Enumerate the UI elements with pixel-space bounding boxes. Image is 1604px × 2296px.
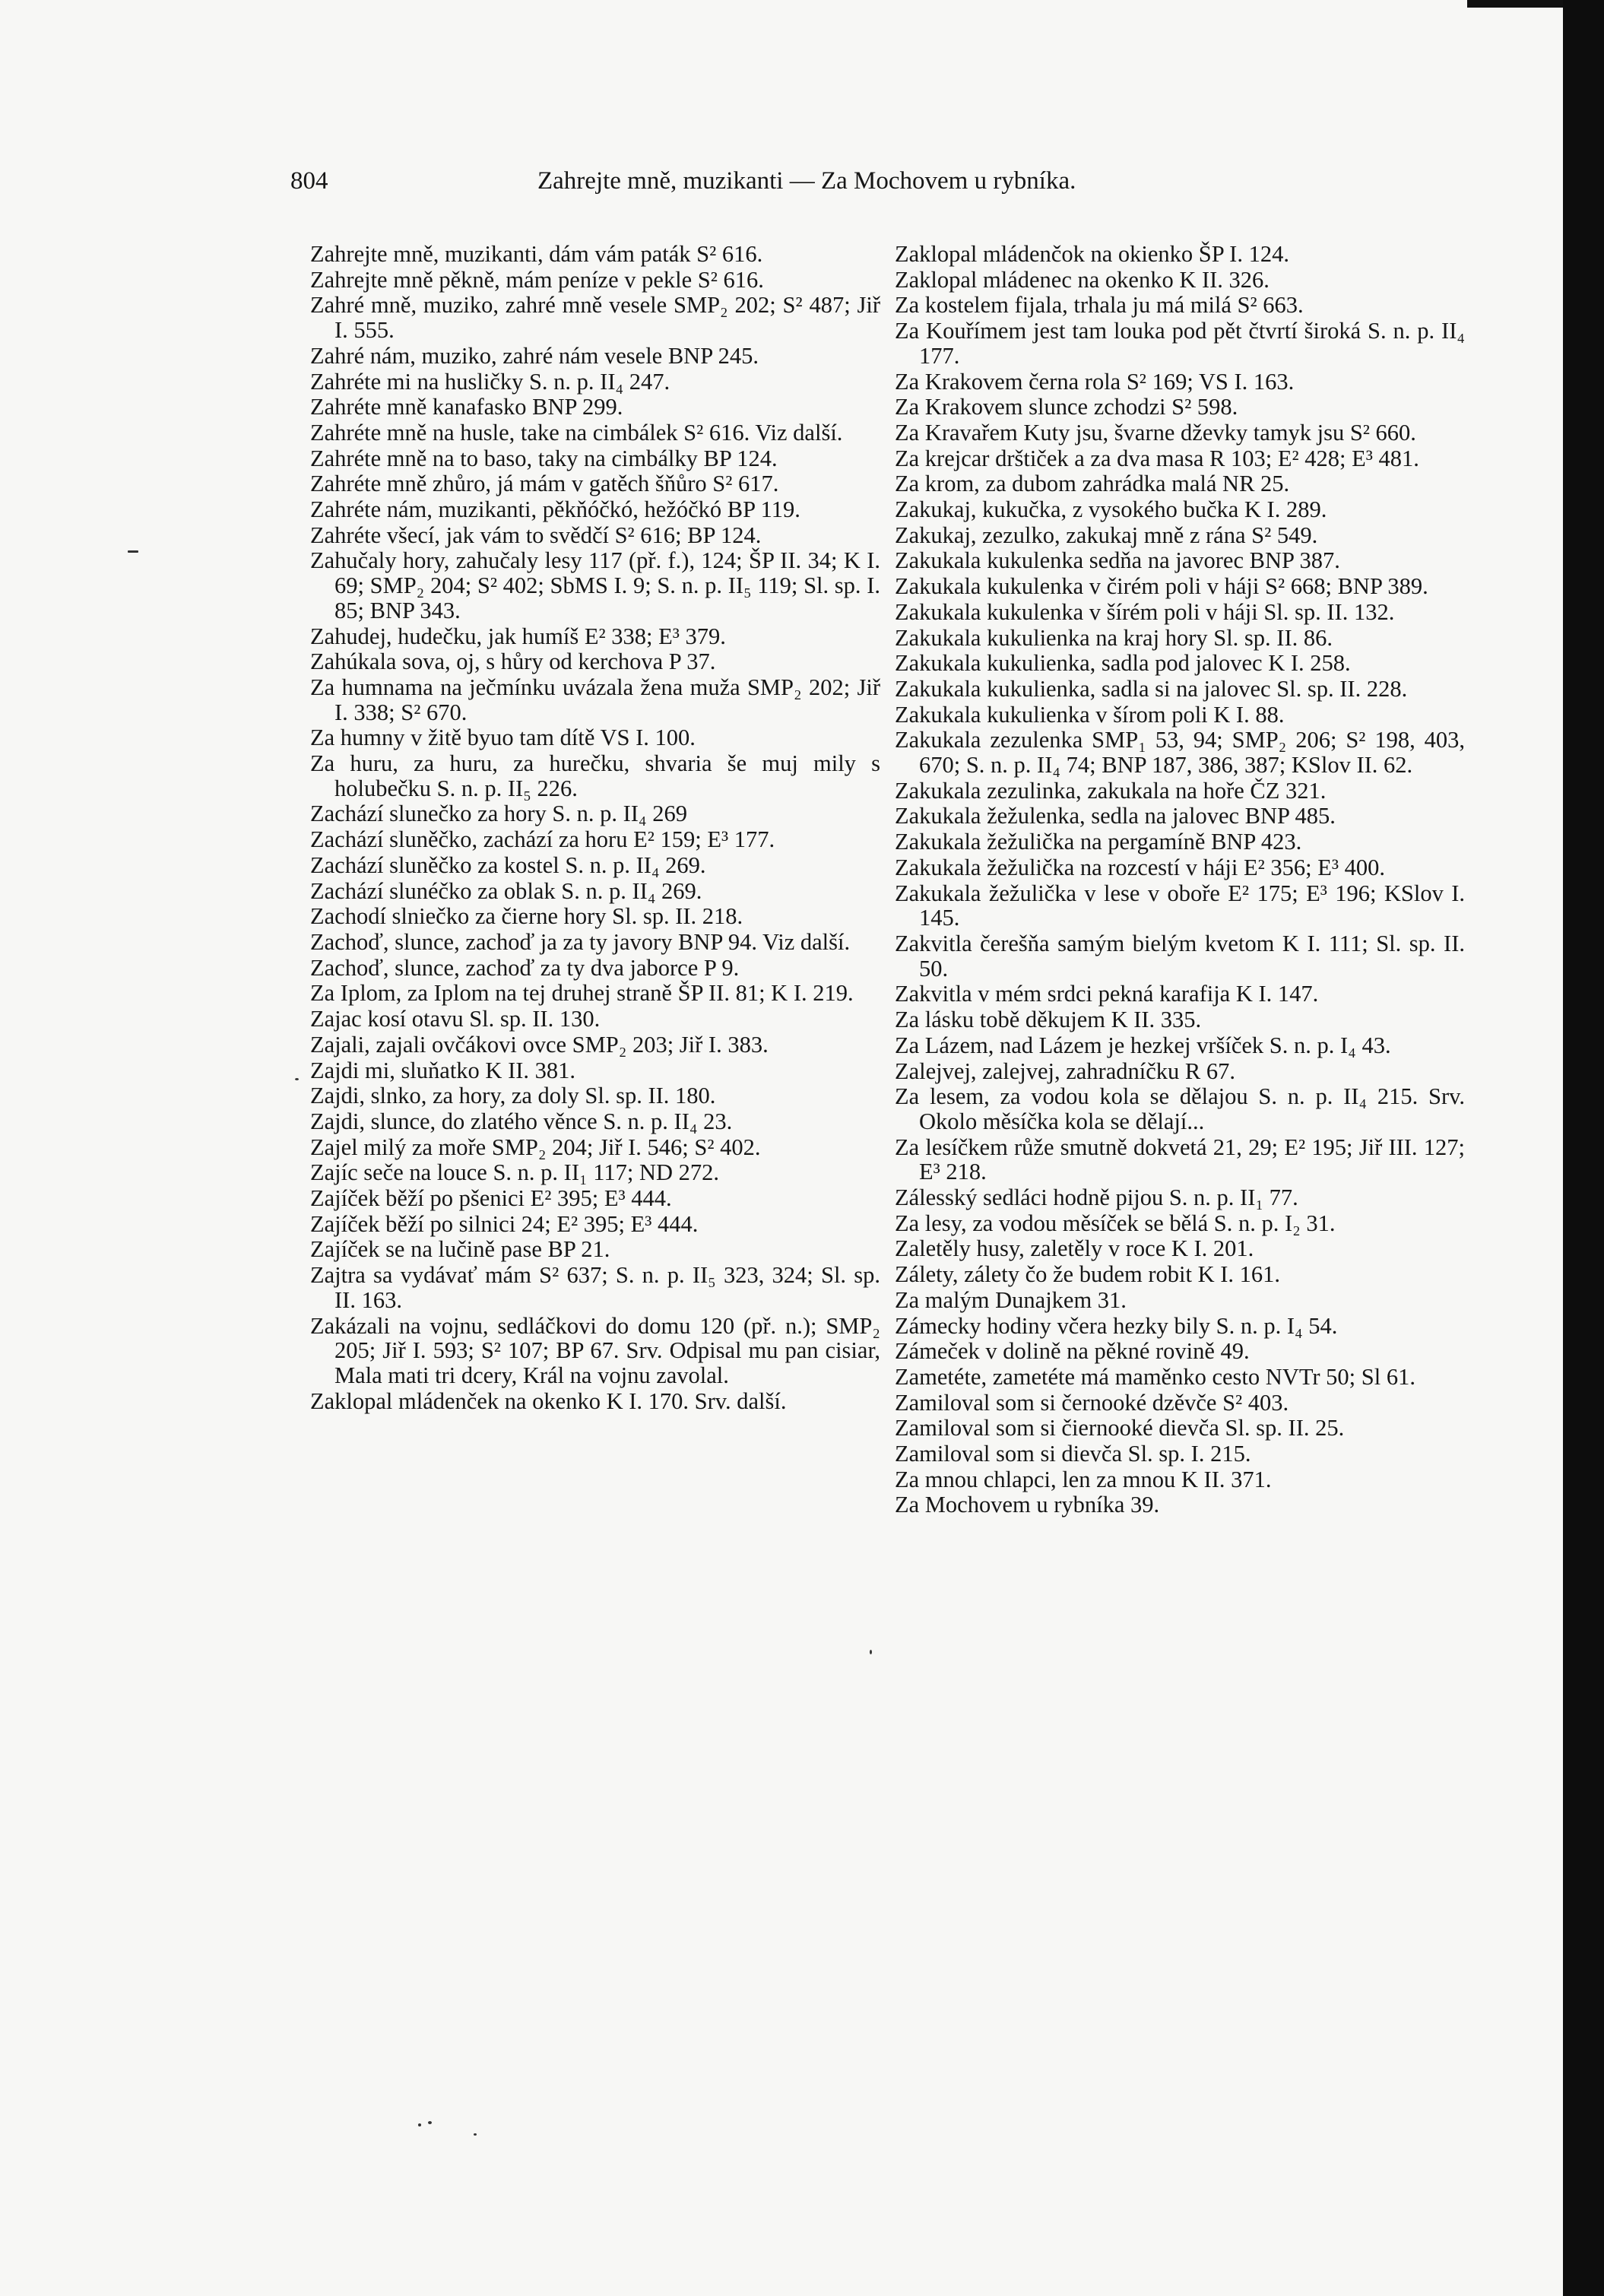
index-entry: Zahréte mi na husličky S. n. p. II₄ 247. bbox=[310, 368, 670, 395]
index-entry: Zachoď, slunce, zachoď za ty dva jaborce P 9. bbox=[310, 954, 740, 981]
index-entry: Za krom, za dubom zahrádka malá NR 25. bbox=[895, 471, 1290, 497]
running-head bbox=[290, 164, 1461, 198]
index-entry: Za Lázem, nad Lázem je hezkej vršíček S. n. p. I₄ 43. bbox=[895, 1032, 1391, 1058]
index-entry: Zahréte mně na husle, take na cimbálek S² 616. Viz další. bbox=[310, 419, 843, 446]
index-entry: Zahré mně, muziko, zahré mně vesele SMP₂ 202; S² 487; Jiř I. 555. bbox=[310, 292, 880, 344]
index-entry: Za malým Dunajkem 31. bbox=[895, 1286, 1127, 1313]
margin-mark bbox=[418, 2123, 421, 2126]
margin-mark bbox=[128, 550, 138, 553]
index-entry: Zajíček běží po silnici 24; E² 395; E³ 444. bbox=[310, 1210, 699, 1237]
index-entry: Zahréte mně kanafasko BNP 299. bbox=[310, 394, 623, 420]
index-entry: Zajíc seče na louce S. n. p. II₁ 117; ND 272. bbox=[310, 1159, 720, 1186]
index-entry: Zakukala žežulička na pergamíně BNP 423. bbox=[895, 829, 1302, 855]
index-entry: Za humny v žitě byuo tam dítě VS I. 100. bbox=[310, 725, 696, 751]
index-entry: Zakukala žežulička v lese v oboře E² 175; E³ 196; KSlov I. 145. bbox=[895, 880, 1465, 931]
index-entry: Zahréte mně zhůro, já mám v gatěch šňůro S² 617. bbox=[310, 471, 779, 497]
margin-mark bbox=[428, 2121, 432, 2124]
index-entry: Zakukala žežulička na rozcestí v háji E² 356; E³ 400. bbox=[895, 854, 1385, 880]
index-entry: Zálesský sedláci hodně pijou S. n. p. II₁ 77. bbox=[895, 1184, 1298, 1211]
index-entry: Zakvitla čerešňa samým bielým kvetom K I. 111; Sl. sp. II. 50. bbox=[895, 930, 1465, 982]
top-edge-strip bbox=[1467, 0, 1563, 8]
index-entry: Zakukaj, kukučka, z vysokého bučka K I. 289. bbox=[895, 496, 1327, 523]
index-entry: Zakukaj, zezulko, zakukaj mně z rána S² 549. bbox=[895, 522, 1318, 548]
index-entry: Zakukala zezulinka, zakukala na hoře ČZ 321. bbox=[895, 777, 1327, 804]
index-entry: Zachází sluněčko, zachází za horu E² 159; E³ 177. bbox=[310, 826, 775, 853]
index-entry: Zakukala kukulenka sedňa na javorec BNP 387. bbox=[895, 547, 1340, 574]
index-entry: Zahrejte mně, muzikanti, dám vám paták S² 616. bbox=[310, 241, 763, 267]
margin-mark bbox=[295, 1078, 299, 1080]
margin-mark bbox=[870, 1650, 872, 1654]
index-entry: Za krejcar drštiček a za dva masa R 103; E² 428; E³ 481. bbox=[895, 445, 1419, 471]
index-entry: Zahréte mně na to baso, taky na cimbálky BP 124. bbox=[310, 445, 778, 471]
margin-mark bbox=[474, 2133, 477, 2136]
index-entry: Za Iplom, za Iplom na tej druhej straně ŠP II. 81; K I. 219. bbox=[310, 980, 854, 1007]
index-entry: Zajíček běží po pšenici E² 395; E³ 444. bbox=[310, 1185, 672, 1212]
index-entry: Zakukala kukulienka, sadla si na jalovec Sl. sp. II. 228. bbox=[895, 675, 1408, 702]
index-entry: Zahudej, hudečku, jak humíš E² 338; E³ 379. bbox=[310, 623, 726, 649]
index-entry: Zahúkala sova, oj, s hůry od kerchova P 37. bbox=[310, 649, 716, 675]
index-entry: Zajtra sa vydávať mám S² 637; S. n. p. II₅ 323, 324; Sl. sp. II. 163. bbox=[310, 1262, 880, 1313]
index-entry: Za Kouřímem jest tam louka pod pět čtvrtí široká S. n. p. II₄ 177. bbox=[895, 318, 1465, 369]
index-entry: Zalejvej, zalejvej, zahradníčku R 67. bbox=[895, 1058, 1235, 1084]
index-entry: Zamiloval som si černooké dzěvče S² 403. bbox=[895, 1389, 1289, 1416]
index-entry: Zakukala kukulienka v šírom poli K I. 88. bbox=[895, 701, 1285, 728]
index-entry: Zachází slunečko za hory S. n. p. II₄ 269 bbox=[310, 801, 687, 827]
page-title: Zahrejte mně, muzikanti — Za Mochovem u rybníka. bbox=[537, 167, 1076, 195]
index-entry: Zahréte všecí, jak vám to svědčí S² 616; BP 124. bbox=[310, 522, 762, 548]
index-entry: Zajali, zajali ovčákovi ovce SMP₂ 203; Jiř I. 383. bbox=[310, 1031, 769, 1058]
index-entry: Zaklopal mládenček na okenko K I. 170. Srv. další. bbox=[310, 1387, 787, 1414]
index-entry: Za mnou chlapci, len za mnou K II. 371. bbox=[895, 1466, 1272, 1492]
index-entry: Zaklopal mládenec na okenko K II. 326. bbox=[895, 266, 1270, 293]
index-entry: Zahréte nám, muzikanti, pěkňóčkó, hežóčkó BP 119. bbox=[310, 496, 800, 523]
index-entry: Za Krakovem slunce zchodzi S² 598. bbox=[895, 394, 1238, 420]
index-entry: Zakukala kukulenka v šírém poli v háji Sl. sp. II. 132. bbox=[895, 598, 1395, 625]
index-entry: Zámeček v dolině na pěkné rovině 49. bbox=[895, 1338, 1250, 1365]
index-entry: Za kostelem fijala, trhala ju má milá S² 663. bbox=[895, 292, 1304, 319]
index-entry: Zajel milý za moře SMP₂ 204; Jiř I. 546; S² 402. bbox=[310, 1134, 761, 1160]
index-entry: Za lesem, za vodou kola se dělajou S. n. p. II₄ 215. Srv. Okolo měsíčka kola se dělají... bbox=[895, 1083, 1465, 1134]
index-entry: Zakukala kukulienka, sadla pod jalovec K I. 258. bbox=[895, 650, 1351, 677]
index-column-right bbox=[895, 242, 1465, 1518]
index-entry: Za Krakovem černa rola S² 169; VS I. 163. bbox=[895, 368, 1295, 395]
index-entry: Zamiloval som si čiernooké dievča Sl. sp. II. 25. bbox=[895, 1415, 1345, 1441]
index-column-left bbox=[310, 242, 880, 1414]
index-entry: Zakukala kukulenka v čirém poli v háji S² 668; BNP 389. bbox=[895, 573, 1428, 600]
index-entry: Za humnama na ječmínku uvázala žena muža SMP₂ 202; Jiř I. 338; S² 670. bbox=[310, 674, 880, 725]
index-entry: Zachází sluněčko za kostel S. n. p. II₄ 269. bbox=[310, 851, 706, 878]
index-entry: Zakukala žežulenka, sedla na jalovec BNP 485. bbox=[895, 803, 1336, 829]
index-entry: Zajdi, slnko, za hory, za doly Sl. sp. II. 180. bbox=[310, 1083, 716, 1109]
page-edge bbox=[1563, 0, 1604, 2296]
index-entry: Za lesíčkem růže smutně dokvetá 21, 29; E² 195; Jiř III. 127; E³ 218. bbox=[895, 1134, 1465, 1185]
index-entry: Zahučaly hory, zahučaly lesy 117 (př. f.), 124; ŠP II. 34; K I. 69; SMP₂ 204; S² 402; SbMS I. 9; S. n. p. II₅ 119; Sl. sp. I. 85; BNP 343. bbox=[310, 547, 880, 623]
index-entry: Zachází slunéčko za oblak S. n. p. II₄ 269. bbox=[310, 877, 702, 904]
index-entry: Zajdi, slunce, do zlatého věnce S. n. p. II₄ 23. bbox=[310, 1108, 733, 1134]
index-entry: Zálety, zálety čo že budem robit K I. 161. bbox=[895, 1261, 1281, 1288]
index-entry: Zakukala zezulenka SMP₁ 53, 94; SMP₂ 206; S² 198, 403, 670; S. n. p. II₄ 74; BNP 187, 386, 387; KSlov II. 62. bbox=[895, 727, 1465, 779]
index-entry: Zajdi mi, sluňatko K II. 381. bbox=[310, 1057, 576, 1083]
page-number: 804 bbox=[290, 167, 328, 195]
index-entry: Zakázali na vojnu, sedláčkovi do domu 120 (př. n.); SMP₂ 205; Jiř I. 593; S² 107; BP 67. Srv. Odpisal mu pan cisiar, Mala mati tri dcery, Král na vojnu zavolal. bbox=[310, 1312, 880, 1388]
index-entry: Za huru, za huru, za hurečku, shvaria še muj mily s holubečku S. n. p. II₅ 226. bbox=[310, 750, 880, 801]
index-entry: Zámecky hodiny včera hezky bily S. n. p. I₄ 54. bbox=[895, 1312, 1338, 1339]
index-entry: Zamiloval som si dievča Sl. sp. I. 215. bbox=[895, 1441, 1251, 1467]
index-entry: Zachoď, slunce, zachoď ja za ty javory BNP 94. Viz další. bbox=[310, 928, 851, 955]
index-entry: Zachodí slniečko za čierne hory Sl. sp. II. 218. bbox=[310, 903, 743, 930]
index-entry: Za lesy, za vodou měsíček se bělá S. n. p. I₂ 31. bbox=[895, 1210, 1336, 1236]
index-entry: Za Kravařem Kuty jsu, švarne dževky tamyk jsu S² 660. bbox=[895, 419, 1416, 446]
index-entry: Za lásku tobě děkujem K II. 335. bbox=[895, 1007, 1202, 1033]
index-entry: Zametéte, zametéte má maměnko cesto NVTr 50; Sl 61. bbox=[895, 1363, 1415, 1390]
index-entry: Zaletěly husy, zaletěly v roce K I. 201. bbox=[895, 1235, 1254, 1262]
index-entry: Zahré nám, muziko, zahré nám vesele BNP 245. bbox=[310, 342, 759, 369]
index-entry: Zaklopal mládenčok na okienko ŠP I. 124. bbox=[895, 241, 1289, 267]
index-entry: Zakvitla v mém srdci pekná karafija K I. 147. bbox=[895, 981, 1319, 1007]
index-entry: Zajíček se na lučině pase BP 21. bbox=[310, 1236, 610, 1263]
index-entry: Zakukala kukulienka na kraj hory Sl. sp. II. 86. bbox=[895, 624, 1333, 651]
index-entry: Zahrejte mně pěkně, mám peníze v pekle S² 616. bbox=[310, 266, 764, 293]
index-entry: Zajac kosí otavu Sl. sp. II. 130. bbox=[310, 1006, 601, 1032]
index-entry: Za Mochovem u rybníka 39. bbox=[895, 1492, 1160, 1518]
